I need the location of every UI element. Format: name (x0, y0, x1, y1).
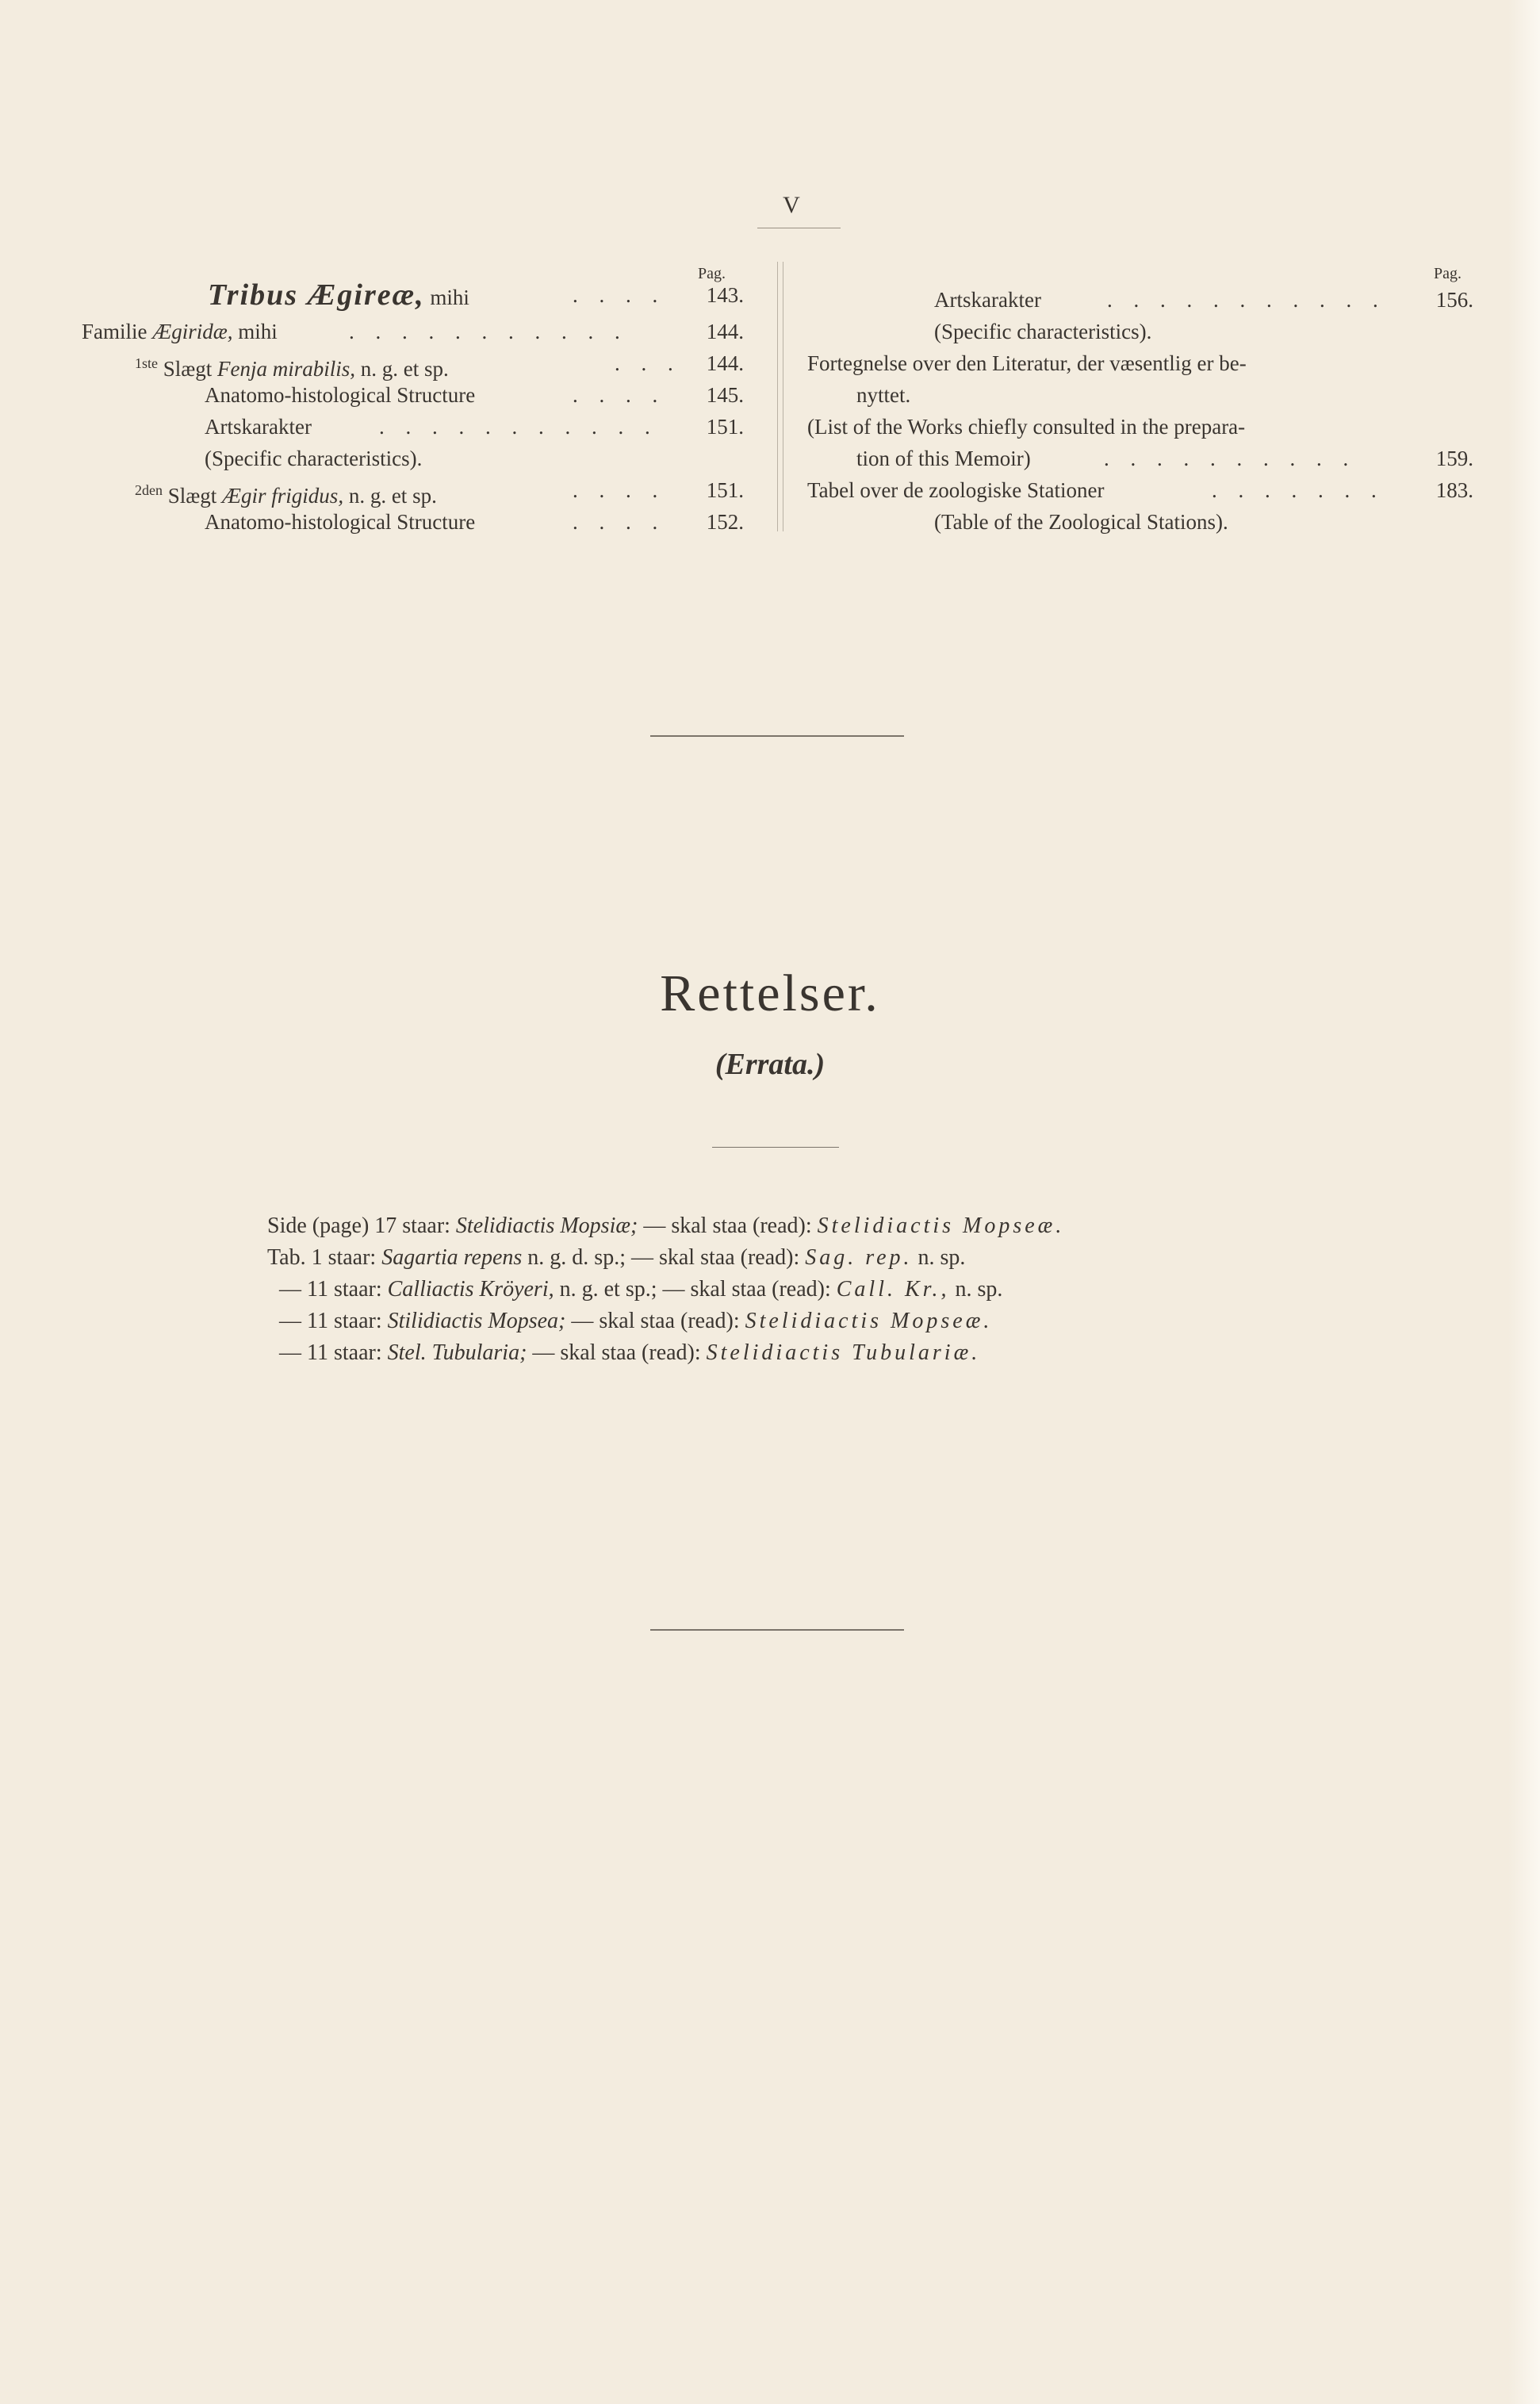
toc-dots: . . . . . . . (1212, 478, 1385, 502)
toc-entry-fenja: $^{1ste}$ Slægt Fenja mirabilis, n. g. et sp. (135, 355, 449, 381)
errata-subtitle: (Errata.) (714, 1048, 826, 1081)
toc-entry-specific-r: (Specific characteristics). (934, 320, 1152, 343)
page-edge (1508, 0, 1540, 2404)
errata-line: — 11 staar: Stel. Tubularia; — skal staa (read): Stelidiactis Tubulariæ. (279, 1340, 981, 1365)
pag-label-right: Pag. (1434, 265, 1461, 282)
toc-page-number: 144. (706, 320, 744, 343)
toc-entry-literatur: Fortegnelse over den Literatur, der væsentlig er be- (807, 351, 1247, 375)
errata-line: — 11 staar: Calliactis Kröyeri, n. g. et sp.; — skal staa (read): Call. Kr., n. sp. (279, 1277, 1003, 1302)
page-number: V (783, 192, 800, 218)
toc-entry-tribus: Tribus Ægireæ, mihi (208, 278, 469, 312)
errata-line: Side (page) 17 staar: Stelidiactis Mopsiæ; — skal staa (read): Stelidiactis Mopseæ. (267, 1214, 1065, 1238)
toc-dots: . . . (615, 351, 681, 375)
toc-dots: . . . . . . . . . . . (379, 415, 658, 439)
toc-dots: . . . . (573, 383, 666, 407)
section-rule-2 (650, 1629, 904, 1631)
errata-line: — 11 staar: Stilidiactis Mopsea; — skal staa (read): Stelidiactis Mopseæ. (279, 1309, 993, 1333)
toc-dots: . . . . (573, 283, 666, 307)
toc-page-number: 156. (1435, 288, 1473, 312)
toc-dots: . . . . . . . . . . (1104, 447, 1357, 470)
toc-page-number: 151. (706, 415, 744, 439)
toc-page-number: 183. (1435, 478, 1473, 502)
errata-line: Tab. 1 staar: Sagartia repens n. g. d. sp.; — skal staa (read): Sag. rep. n. sp. (267, 1245, 966, 1270)
toc-page-number: 145. (706, 383, 744, 407)
toc-page-number: 144. (706, 351, 744, 375)
errata-title: Rettelser. (660, 964, 880, 1022)
toc-dots: . . . . . . . . . . . (349, 320, 628, 343)
toc-entry-aegir: $^{2den}$ Slægt Ægir frigidus, n. g. et sp. (135, 482, 437, 508)
toc-page-number: 152. (706, 510, 744, 534)
toc-entry-structure-fenja: Anatomo-histological Structure (205, 383, 476, 407)
toc-entry-table-stations: (Table of the Zoological Stations). (934, 510, 1228, 534)
toc-page-number: 151. (706, 478, 744, 502)
tribus-title: Tribus Ægireæ, (208, 278, 425, 312)
toc-page-number: 143. (706, 283, 744, 307)
toc-dots: . . . . . . . . . . . (1107, 288, 1386, 312)
toc-entry-literatur-cont: nyttet. (856, 383, 911, 407)
toc-dots: . . . . (573, 510, 666, 534)
column-divider (777, 262, 783, 531)
toc-entry-familie: Familie Ægiridæ, mihi (82, 320, 278, 343)
section-rule-1 (650, 735, 904, 737)
toc-entry-artskarakter: Artskarakter (205, 415, 312, 439)
toc-entry-tabel: Tabel over de zoologiske Stationer (807, 478, 1105, 502)
errata-rule (712, 1147, 839, 1148)
toc-page-number: 159. (1435, 447, 1473, 470)
toc-entry-artskarakter-r: Artskarakter (934, 288, 1041, 312)
pag-label-left: Pag. (698, 265, 726, 282)
toc-entry-structure-aegir: Anatomo-histological Structure (205, 510, 476, 534)
toc-entry-specific: (Specific characteristics). (205, 447, 423, 470)
toc-entry-works: (List of the Works chiefly consulted in the prepara- (807, 415, 1246, 439)
toc-dots: . . . . (573, 478, 666, 502)
toc-entry-works-cont: tion of this Memoir) (856, 447, 1031, 470)
